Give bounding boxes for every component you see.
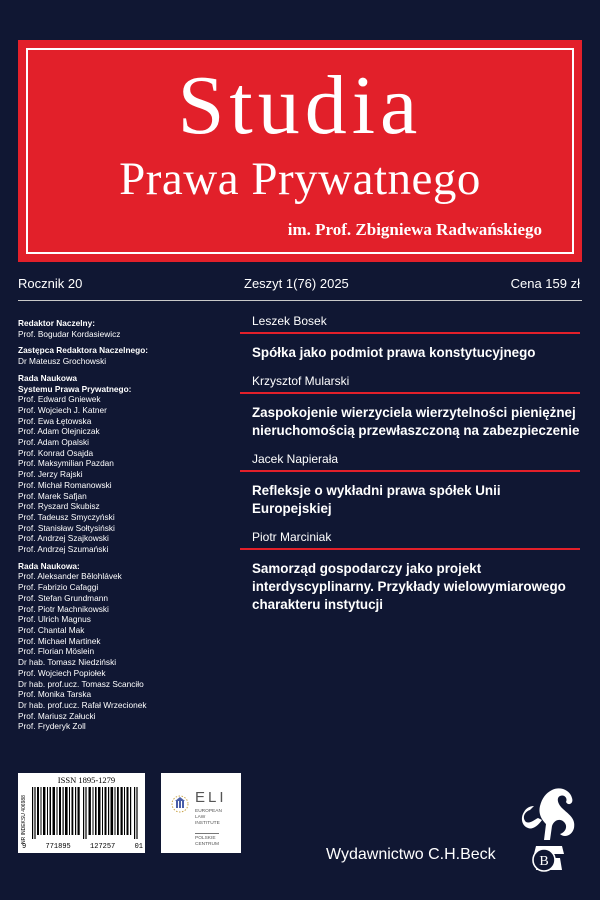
article-title: Samorząd gospodarczy jako projekt interdyscyplinarny. Przykłady wielowymiarowego charakteru instytucji — [252, 561, 566, 612]
barcode-digit: 771895 — [45, 843, 71, 851]
issn-label: ISSN 1895-1279 — [57, 775, 116, 785]
article-entry — [240, 528, 580, 624]
barcode-digits — [22, 843, 143, 851]
council-member: Prof. Marek Safjan — [18, 490, 87, 501]
article-title: Refleksje o wykładni prawa spółek Unii Europejskiej — [252, 483, 501, 516]
barcode-digit: 9 — [22, 843, 27, 851]
griffin-logo-icon — [516, 784, 582, 874]
council-system-label-2: Systemu Prawa Prywatnego: — [18, 383, 132, 394]
eli-abbrev: ELI — [195, 789, 227, 806]
deputy-editor-label: Zastępca Redaktora Naczelnego: — [18, 345, 149, 356]
article-author: Krzysztof Mularski — [252, 374, 350, 388]
article-author: Leszek Bosek — [252, 314, 327, 328]
council-member: Prof. Fryderyk Zoll — [18, 721, 86, 732]
barcode-icon — [32, 787, 138, 839]
eli-line: EUROPEAN — [195, 809, 222, 814]
council-member: Prof. Wojciech J. Katner — [18, 404, 107, 415]
title-banner — [18, 40, 582, 262]
council-member: Prof. Jerzy Rajski — [18, 469, 83, 480]
article-entry — [240, 372, 580, 450]
council-member: Dr hab. prof.ucz. Rafał Wrzecionek — [18, 699, 147, 710]
council-member: Prof. Maksymilian Pazdan — [18, 458, 114, 469]
council-member: Prof. Andrzej Szajkowski — [18, 533, 109, 544]
council-member: Prof. Adam Olejniczak — [18, 426, 100, 437]
council-member: Prof. Wojciech Popiołek — [18, 667, 106, 678]
council-member: Prof. Andrzej Szumański — [18, 544, 109, 555]
article-author: Jacek Napierała — [252, 452, 339, 466]
barcode-box — [18, 773, 145, 853]
council-member: Prof. Michał Romanowski — [18, 479, 112, 490]
council-member: Prof. Monika Tarska — [18, 689, 92, 700]
eli-line: CENTRUM — [195, 842, 219, 847]
journal-dedication: im. Prof. Zbigniewa Radwańskiego — [287, 220, 542, 239]
eli-line: LAW — [195, 815, 206, 820]
council-member: Prof. Fabrizio Cafaggi — [18, 582, 99, 593]
council-member: Dr hab. Tomasz Niedziński — [18, 657, 117, 668]
price-label: Cena 159 zł — [510, 276, 580, 291]
council-member: Prof. Adam Opalski — [18, 437, 90, 448]
volume-label: Rocznik 20 — [18, 276, 83, 291]
council-member: Prof. Stefan Grundmann — [18, 592, 108, 603]
publisher-name: Wydawnictwo C.H.Beck — [326, 846, 496, 863]
council-member: Prof. Ryszard Skubisz — [18, 501, 100, 512]
council-member: Prof. Stanisław Sołtysiński — [18, 522, 115, 533]
barcode-digit: 01 — [134, 843, 143, 851]
council-member: Dr hab. prof.ucz. Tomasz Scanciło — [18, 678, 144, 689]
council-member: Prof. Piotr Machnikowski — [18, 603, 109, 614]
meta-divider — [18, 300, 582, 301]
eli-logo-box — [161, 773, 241, 853]
council-member: Prof. Edward Gniewek — [18, 394, 101, 405]
council-system-list — [18, 394, 228, 555]
council-member: Prof. Tadeusz Smyczyński — [18, 511, 115, 522]
council-member: Prof. Chantal Mak — [18, 624, 85, 635]
eli-line: POLSKIE — [195, 836, 216, 841]
publisher-logo-letter: B — [539, 854, 549, 869]
council-member: Prof. Aleksander Bělohlávek — [18, 571, 122, 582]
council-member: Prof. Florian Möslein — [18, 646, 95, 657]
article-author: Piotr Marciniak — [252, 530, 332, 544]
article-entry — [240, 312, 580, 372]
council-member: Prof. Ulrich Magnus — [18, 614, 91, 625]
editorial-board — [18, 318, 228, 732]
council-member: Prof. Konrad Osajda — [18, 447, 94, 458]
index-number: NR INDEKSU 406988 — [21, 795, 27, 844]
council-system-label: Rada Naukowa — [18, 372, 78, 383]
editor-in-chief: Prof. Bogudar Kordasiewicz — [18, 328, 121, 339]
article-entry — [240, 450, 580, 528]
article-title: Zaspokojenie wierzyciela wierzytelności pieniężnej nieruchomością przewłaszczoną na zabezpieczenie — [252, 405, 580, 438]
eli-name — [195, 809, 222, 827]
journal-title-sub: Prawa Prywatnego — [119, 153, 481, 205]
eli-line: INSTITUTE — [195, 821, 220, 826]
council-member: Prof. Mariusz Załucki — [18, 710, 96, 721]
journal-title-main: Studia — [177, 59, 423, 152]
eli-emblem-icon — [171, 791, 189, 817]
barcode-digit: 127257 — [90, 843, 116, 851]
editor-in-chief-label: Redaktor Naczelny: — [18, 318, 96, 328]
council-member: Prof. Ewa Łętowska — [18, 415, 92, 426]
table-of-contents — [240, 312, 580, 624]
title-frame — [26, 48, 574, 254]
council-list — [18, 571, 228, 732]
deputy-editor: Dr Mateusz Grochowski — [18, 356, 107, 367]
council-label: Rada Naukowa: — [18, 560, 80, 571]
eli-polish-centre — [195, 833, 219, 848]
article-title: Spółka jako podmiot prawa konstytucyjnego — [252, 345, 536, 360]
issue-label: Zeszyt 1(76) 2025 — [244, 276, 349, 291]
council-member: Prof. Michael Martinek — [18, 635, 101, 646]
